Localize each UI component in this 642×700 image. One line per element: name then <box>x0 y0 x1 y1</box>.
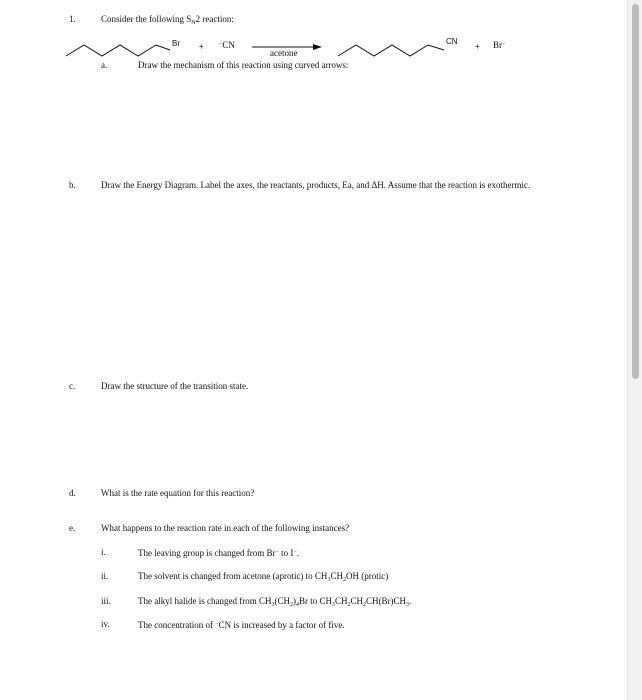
question-intro: Consider the following $S_N2$ reaction: <box>101 14 234 26</box>
part-e-text: What happens to the reaction rate in each of the following instances? <box>101 523 350 533</box>
subpart-numeral: iv. <box>101 619 110 629</box>
plus-sign-2: + <box>475 42 480 51</box>
scrollbar-thumb[interactable] <box>632 4 639 379</box>
part-d-letter: d. <box>69 488 76 498</box>
reaction-arrow-head <box>313 44 322 50</box>
nucleophile-label: −CN <box>219 40 235 50</box>
part-d-text: What is the rate equation for this reaction? <box>101 488 255 498</box>
subpart-text: The solvent is changed from acetone (aprotic) to $CH_3CH_2OH$ (protic) <box>138 571 389 583</box>
part-e-letter: e. <box>69 523 76 533</box>
subpart-numeral: iii. <box>101 596 111 606</box>
part-c-letter: c. <box>69 381 76 391</box>
part-c-text: Draw the structure of the transition state. <box>101 381 249 391</box>
subpart-text: The concentration of −CN is increased by a factor of five. <box>138 620 345 630</box>
part-b-letter: b. <box>69 180 76 190</box>
subpart-text: The alkyl halide is changed from $CH_3(CH_2)_4Br$ to $CH_3CH_2CH_2CH(Br)CH_3$. <box>138 596 412 608</box>
subpart-numeral: i. <box>101 547 106 557</box>
question-number: 1. <box>69 14 76 24</box>
subpart-text: The leaving group is changed from Br− to I−. <box>138 548 299 558</box>
subpart-numeral: ii. <box>101 571 109 581</box>
substrate-skeleton <box>66 45 170 56</box>
product-skeleton <box>338 45 444 56</box>
leaving-group-label: Br <box>172 39 180 48</box>
vertical-scrollbar[interactable] <box>627 0 642 700</box>
plus-sign: + <box>199 42 204 51</box>
solvent-label: acetone <box>270 48 298 58</box>
bromide-ion-label: Br− <box>493 40 506 50</box>
part-b-text: Draw the Energy Diagram. Label the axes, the reactants, products, Ea, and ΔH. Assume that the reaction is exothermic. <box>101 180 531 190</box>
part-a-letter: a. <box>101 60 108 70</box>
product-group-label: CN <box>446 37 458 46</box>
part-a-text: Draw the mechanism of this reaction using curved arrows: <box>138 60 349 70</box>
